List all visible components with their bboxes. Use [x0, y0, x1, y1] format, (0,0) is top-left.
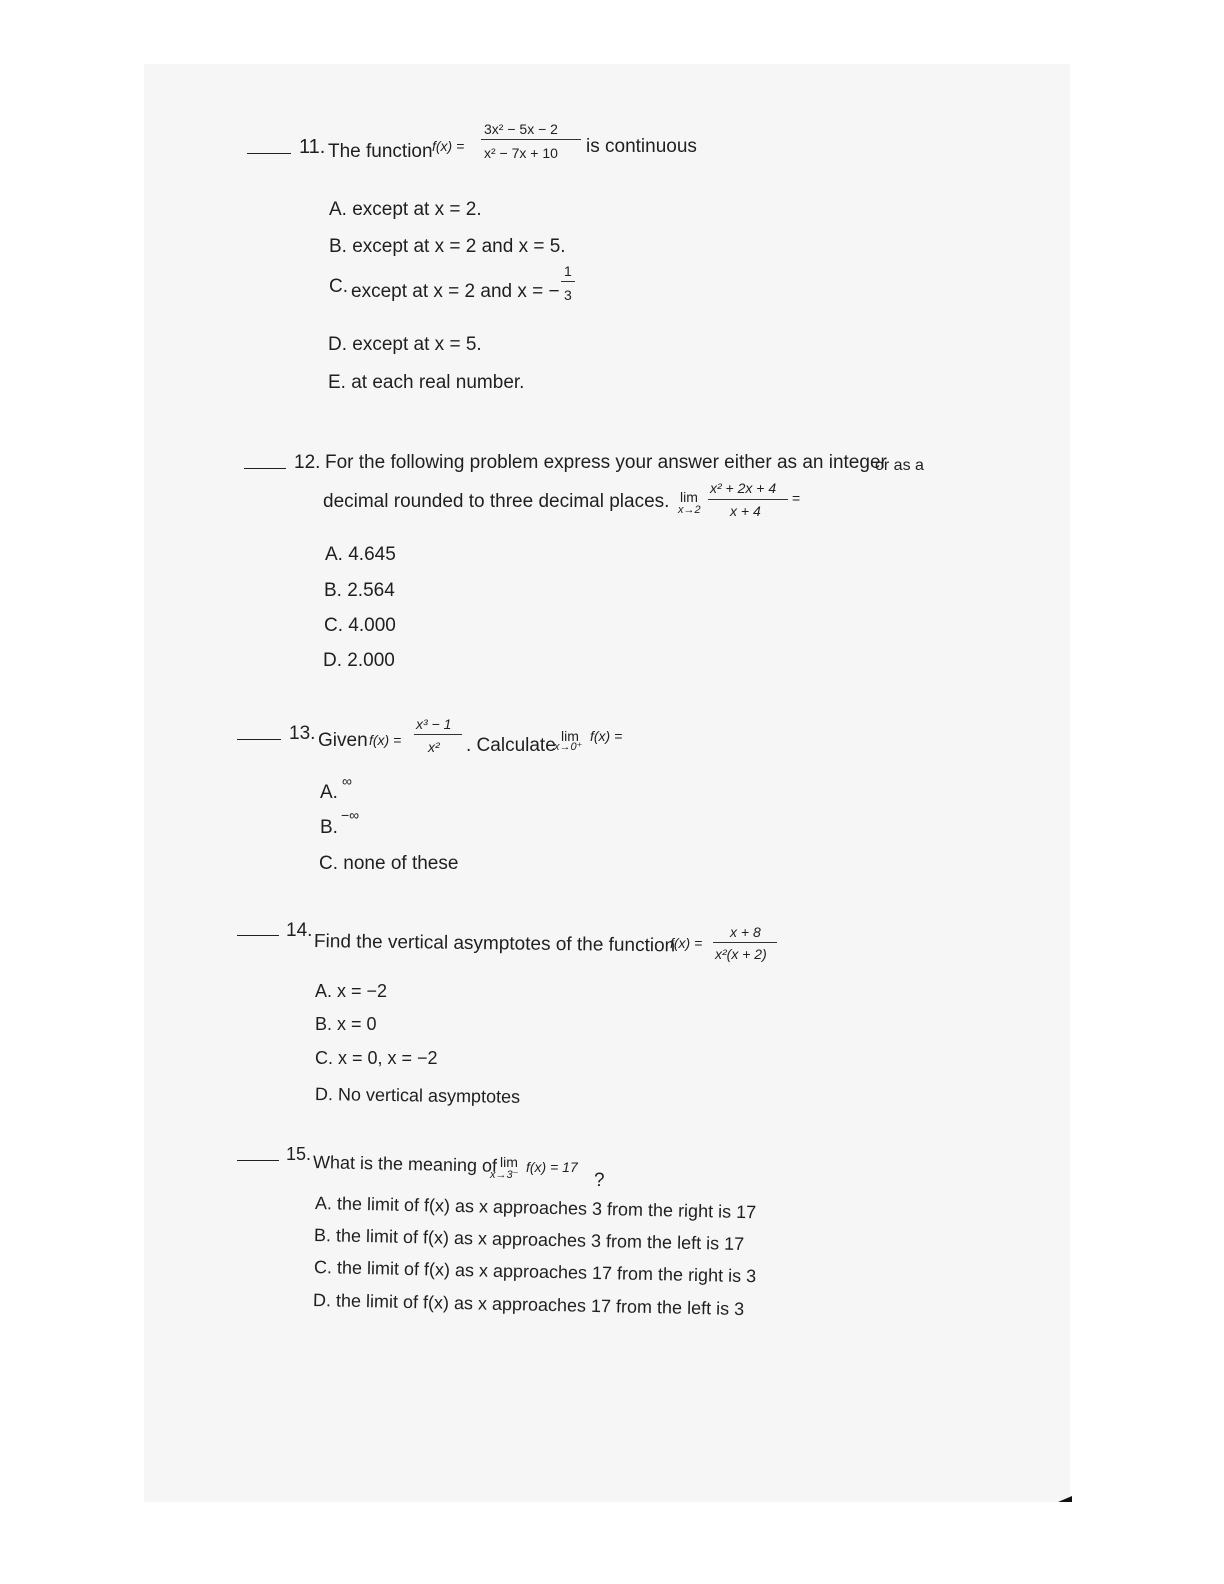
q12-option-d[interactable]: D. 2.000: [323, 650, 395, 671]
question-12-line1: For the following problem express your answer either as an integer: [325, 452, 887, 473]
question-number-12: 12.: [294, 452, 321, 473]
q13-numerator: x³ − 1: [416, 716, 452, 732]
q13-option-a-label[interactable]: A.: [320, 782, 338, 803]
q12-fraction-bar: [708, 499, 788, 500]
q15-expression: f(x) = 17: [526, 1159, 578, 1175]
q13-option-a-value: ∞: [342, 773, 352, 789]
answer-blank-11[interactable]: [247, 153, 291, 154]
q12-equals: =: [792, 490, 801, 506]
q11-option-c[interactable]: except at x = 2 and x = −: [351, 281, 560, 302]
q13-function-label: f(x) =: [369, 732, 402, 748]
q13-lim-subscript: x→0⁺: [554, 741, 583, 753]
q13-fraction-bar: [414, 734, 462, 735]
question-13-given: Given: [318, 730, 368, 751]
q15-option-c[interactable]: C. the limit of f(x) as x approaches 17 from the right is 3: [313, 1257, 757, 1287]
q12-option-a[interactable]: A. 4.645: [325, 544, 396, 565]
question-12-line2: decimal rounded to three decimal places.: [323, 491, 670, 512]
q12-option-b[interactable]: B. 2.564: [324, 580, 395, 601]
q15-option-d[interactable]: D. the limit of f(x) as x approaches 17 from the left is 3: [312, 1290, 745, 1320]
answer-blank-14[interactable]: [237, 935, 279, 936]
q14-option-c[interactable]: C. x = 0, x = −2: [315, 1048, 438, 1068]
q11-option-c-numerator: 1: [564, 263, 572, 279]
q11-option-c-denominator: 3: [564, 287, 572, 303]
q13-option-c[interactable]: C. none of these: [319, 853, 459, 874]
question-14-text: Find the vertical asymptotes of the function: [313, 931, 676, 957]
q12-lim: lim: [680, 489, 698, 505]
q11-option-c-fraction-bar: [561, 281, 575, 282]
q15-option-a[interactable]: A. the limit of f(x) as x approaches 3 from the right is 17: [314, 1193, 757, 1223]
q12-numerator: x² + 2x + 4: [710, 480, 777, 496]
question-11-lead: The function: [328, 141, 433, 162]
q11-numerator: 3x² − 5x − 2: [484, 121, 558, 137]
q13-function-tail: f(x) =: [590, 728, 623, 744]
q12-option-c[interactable]: C. 4.000: [324, 615, 396, 636]
q14-function-label: f(x) =: [670, 935, 703, 951]
q13-denominator: x²: [428, 739, 440, 755]
q11-option-e[interactable]: E. at each real number.: [328, 372, 525, 393]
question-15-text: What is the meaning of: [312, 1152, 498, 1176]
worksheet-page: [144, 64, 1070, 1502]
page-corner-mark: [1058, 1496, 1072, 1502]
q11-function-label: f(x) =: [432, 138, 465, 154]
question-number-11: 11.: [299, 136, 326, 158]
q14-numerator: x + 8: [730, 924, 761, 940]
q15-lim: lim: [500, 1154, 518, 1170]
q13-lim: lim: [561, 728, 579, 744]
q14-option-a[interactable]: A. x = −2: [315, 981, 388, 1001]
q14-option-b[interactable]: B. x = 0: [315, 1014, 377, 1034]
q12-denominator: x + 4: [730, 503, 761, 519]
q14-option-d[interactable]: D. No vertical asymptotes: [314, 1084, 521, 1107]
question-number-13: 13.: [289, 723, 316, 744]
question-13-calculate: . Calculate: [466, 735, 556, 756]
q13-option-b-value: −∞: [341, 807, 360, 823]
q11-option-d[interactable]: D. except at x = 5.: [328, 334, 482, 355]
question-11-tail: is continuous: [586, 136, 697, 157]
answer-blank-13[interactable]: [237, 739, 281, 740]
q11-option-a[interactable]: A. except at x = 2.: [329, 199, 482, 220]
q15-option-b[interactable]: B. the limit of f(x) as x approaches 3 from the left is 17: [313, 1225, 745, 1255]
answer-blank-12[interactable]: [244, 468, 286, 469]
q14-fraction-bar: [713, 942, 777, 943]
question-12-line1-small: or as a: [875, 457, 924, 474]
q15-question-mark: ?: [594, 1170, 605, 1191]
q14-denominator: x²(x + 2): [715, 946, 767, 962]
q15-lim-subscript: x→3⁻: [490, 1169, 519, 1181]
question-number-15: 15.: [286, 1144, 312, 1164]
q11-option-b[interactable]: B. except at x = 2 and x = 5.: [329, 236, 566, 257]
q12-lim-subscript: x→2: [678, 504, 701, 516]
answer-blank-15[interactable]: [237, 1160, 279, 1161]
q13-option-b-label[interactable]: B.: [320, 817, 338, 838]
q11-option-c-label[interactable]: C.: [329, 276, 348, 297]
q11-denominator: x² − 7x + 10: [484, 145, 558, 161]
q11-fraction-bar: [481, 139, 581, 140]
question-number-14: 14.: [286, 920, 313, 941]
